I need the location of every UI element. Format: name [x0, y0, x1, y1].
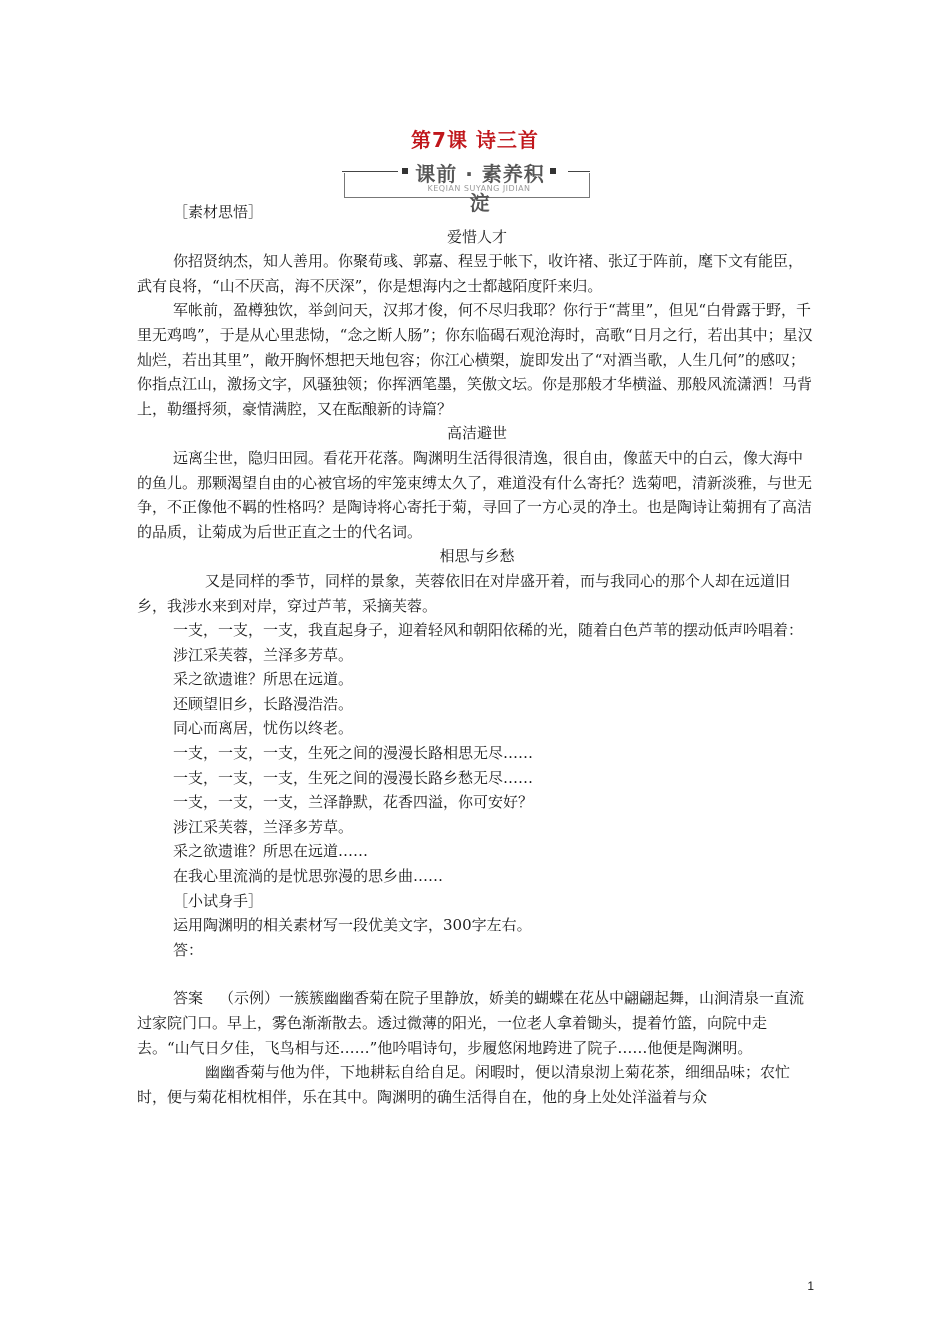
poem-line: 同心而离居，忧伤以终老。: [173, 719, 354, 738]
page-number: 1: [807, 1279, 814, 1293]
section-heading: 相思与乡愁: [439, 547, 515, 566]
banner-title: 课前 · 素养积淀: [415, 162, 545, 215]
paragraph: 你招贤纳杰，知人善用。你聚荀彧、郭嘉、程昱于帐下，收许褚、张辽于阵前，麾下文有能臣，武有良将，“山不厌高，海不厌深”，你是想海内之士都越陌度阡来归。: [137, 252, 804, 295]
section-heading: 爱惜人才: [446, 227, 507, 246]
banner-divider-right: [568, 171, 590, 172]
answer-prompt: 答：: [173, 940, 204, 959]
lesson-title: 第7课 诗三首: [411, 128, 539, 152]
poem-line: 还顾望旧乡，长路漫浩浩。: [173, 694, 354, 713]
paragraph: 一支，一支，一支，我直起身子，迎着轻风和朝阳依稀的光，随着白色芦苇的摆动低声吟唱着：: [173, 621, 804, 640]
poem-line: 采之欲遗谁？所思在远道……: [173, 842, 369, 861]
poem-line: 一支，一支，一支，生死之间的漫漫长路相思无尽……: [173, 744, 534, 763]
document-body: [137, 200, 817, 1109]
answer-text: （示例）一簇簇幽幽香菊在院子里静放，娇美的蝴蝶在花丛中翩翩起舞，山涧清泉一直流过家院门口。早上，雾色渐渐散去。透过微薄的阳光，一位老人拿着锄头，提着竹篮，向院中走去。“山气日夕佳，飞鸟相与还……”他吟唱诗句，步履悠闲地跨进了院子……他便是陶渊明。: [137, 989, 805, 1057]
poem-line: 一支，一支，一支，兰泽静默，花香四溢，你可安好？: [173, 793, 534, 812]
section-label-practice: ［小试身手］: [173, 891, 264, 910]
answer-paragraph-2: 幽幽香菊与他为伴，下地耕耘自给自足。闲暇时，便以清泉沏上菊花茶，细细品味；农忙时，便与菊花相枕相伴，乐在其中。陶渊明的确生活得自在，他的身上处处洋溢着与众: [137, 1063, 791, 1106]
poem-line: 在我心里流淌的是忧思弥漫的思乡曲……: [173, 867, 444, 886]
poem-line: 一支，一支，一支，生死之间的漫漫长路乡愁无尽……: [173, 768, 534, 787]
task-prompt: 运用陶渊明的相关素材写一段优美文字，300字左右。: [173, 916, 532, 935]
paragraph: 军帐前，盈樽独饮，举剑问天，汉邦才俊，何不尽归我耶？你行于“蒿里”，但见“白骨露于野，千里无鸡鸣”，于是从心里悲恸，“念之断人肠”；你东临碣石观沧海时，高歌“日月之行，若出其中；星汉灿烂，若出其里”，敞开胸怀想把天地包容；你江心横槊，旋即发出了“对酒当歌，人生几何”的感叹；你指点江山，激扬文字，风骚独领；你挥洒笔墨，笑傲文坛。你是那般才华横溢、那般风流潇洒！马背上，勒缰捋须，豪情满腔，又在酝酿新的诗篇？: [137, 301, 813, 418]
section-banner: [342, 156, 590, 215]
paragraph: 又是同样的季节，同样的景象，芙蓉依旧在对岸盛开着，而与我同心的那个人却在远道旧乡，我涉水来到对岸，穿过芦苇，采摘芙蓉。: [137, 571, 791, 615]
section-heading: 高洁避世: [446, 424, 507, 443]
answer-paragraph: [137, 986, 817, 1060]
poem-line: 涉江采芙蓉，兰泽多芳草。: [173, 817, 354, 836]
square-bullet-icon: [402, 168, 408, 174]
paragraph: 远离尘世，隐归田园。看花开花落。陶渊明生活得很清逸，很自由，像蓝天中的白云，像大海中的鱼儿。那颗渴望自由的心被官场的牢笼束缚太久了，难道没有什么寄托？选菊吧，清新淡雅，与世无争，不正像他不羁的性格吗？是陶诗将心寄托于菊，寻回了一方心灵的净土。也是陶诗让菊拥有了高洁的品质，让菊成为后世正直之士的代名词。: [137, 448, 813, 541]
poem: [137, 643, 817, 889]
poem-line: 涉江采芙蓉，兰泽多芳草。: [173, 645, 354, 664]
poem-line: 采之欲遗谁？所思在远道。: [173, 670, 354, 689]
answer-label: 答案: [173, 989, 204, 1008]
square-bullet-icon: [550, 168, 556, 174]
banner-divider-left: [342, 171, 398, 172]
section-label-material: ［素材思悟］: [173, 203, 264, 221]
banner-subtitle: KEQIAN SUYANG JIDIAN: [427, 184, 531, 193]
